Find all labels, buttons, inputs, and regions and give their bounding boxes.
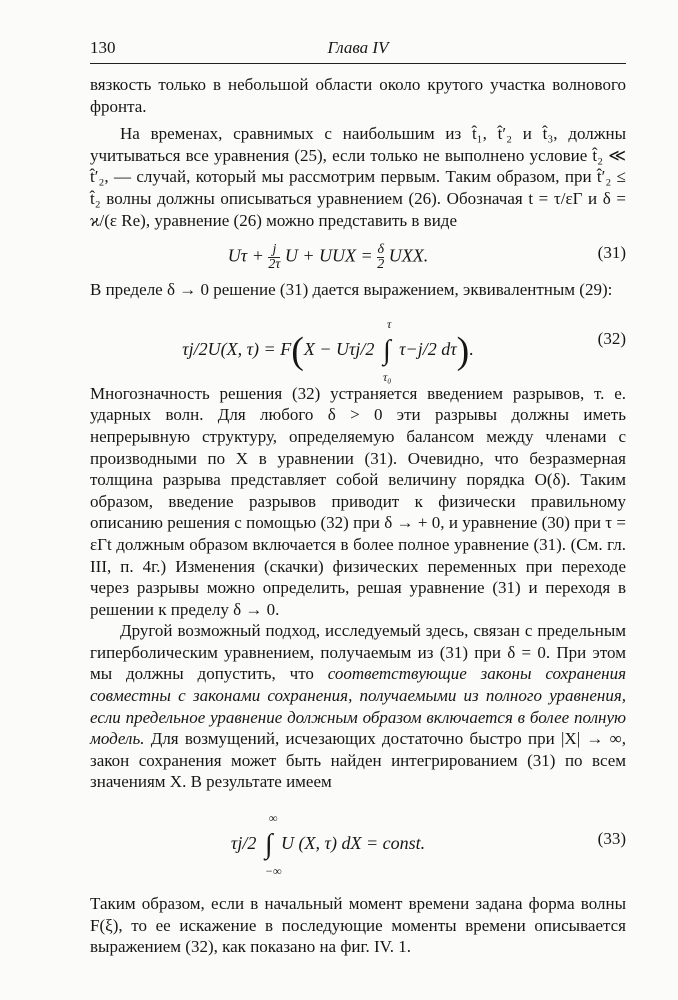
paragraph-2: На временах, сравнимых с наибольшим из t̂₁, t̂′₂ и t̂₃, должны учитываться все уравнения (25), если только не выполнено условие t̂₂ ≪ t̂′₂, — случай, который мы рассмотрим первым. Таким образом, при t̂′₂ ≤ t̂₂ волны должны описываться уравнением (26). Обозначая t = τ/εΓ и δ = ϰ/(ε Re), уравнение (26) можно представить в виде: [90, 124, 626, 230]
eq31-frac1-denominator: 2τ: [268, 257, 281, 273]
eq31-fraction-2: [377, 243, 384, 272]
eq32-integrand: τ−j/2 dτ: [399, 338, 457, 359]
eq31-fraction-1: [268, 243, 280, 272]
eq31-middle: U + UUX =: [284, 245, 378, 266]
equation-32-number: (32): [597, 328, 626, 348]
eq31-frac2-denominator: 2: [377, 257, 385, 273]
running-header: [90, 38, 626, 60]
paragraph-5: [90, 620, 626, 793]
eq33-lhs: τj/2: [230, 833, 257, 854]
paragraph-5-part-a: Другой возможный подход, исследуемый здесь, связан с предельным гиперболическим уравнением, получаемым из (31) при δ = 0. При этом мы должны допустить, что: [90, 621, 626, 684]
eq32-lhs: τj/2U(X, τ) = F: [182, 338, 292, 359]
paragraph-5-italic: соответствующие законы сохранения совместны с законами сохранения, получаемыми из полного уравнения, если предельное уравнение должным образом включается в более полную модель.: [90, 664, 626, 749]
equation-33-expression: [90, 811, 566, 879]
eq31-lhs: Uτ +: [227, 245, 269, 266]
page-body: [90, 74, 626, 958]
eq33-integrand: U (X, τ) dX = const.: [281, 833, 426, 854]
equation-33: [90, 793, 626, 893]
equation-31-expression: [90, 243, 566, 272]
paragraph-6: Таким образом, если в начальный момент времени задана форма волны F(ξ), то ее искажение в последующие моменты времени описывается выражением (32), как показано на фиг. IV. 1.: [90, 894, 626, 957]
equation-31: [90, 231, 626, 279]
eq31-frac2-numerator: δ: [377, 242, 384, 258]
equation-31-number: (31): [597, 243, 626, 263]
equation-32: [90, 301, 626, 383]
eq33-lower-limit: −∞: [264, 864, 282, 879]
eq32-tail: .: [469, 338, 474, 359]
paragraph-5-part-b: Для возмущений, исчезающих достаточно быстро при |X| → ∞, закон сохранения может быть найден интегрированием (31) по всем значениям X. В результате имеем: [90, 729, 626, 792]
eq32-inner: X − Uτj/2: [303, 338, 375, 359]
eq31-rhs: UXX.: [388, 245, 429, 266]
eq32-upper-limit: τ: [386, 316, 392, 331]
eq31-frac1-numerator: j: [272, 242, 277, 258]
eq32-lower-limit: τ₀: [382, 369, 392, 384]
equation-32-expression: [90, 316, 566, 384]
header-rule: [90, 63, 626, 64]
page-number: 130: [90, 38, 116, 57]
eq33-integral: ∫ ∞ −∞: [264, 811, 282, 879]
eq32-integral: ∫ τ τ₀: [382, 316, 392, 384]
equation-33-number: (33): [597, 829, 626, 849]
paragraph-1: вязкость только в небольшой области около крутого участка волнового фронта.: [90, 75, 626, 116]
eq33-upper-limit: ∞: [268, 811, 278, 826]
eq32-left-paren: (: [291, 329, 304, 372]
paragraph-4: Многозначность решения (32) устраняется введением разрывов, т. е. ударных волн. Для любого δ > 0 эти разрывы должны иметь непрерывную структуру, определяемую балансом между членами с производными по X в уравнении (31). Очевидно, что безразмерная толщина разрыва представляет собой величину порядка O(δ). Таким образом, введение разрывов приводит к физически правильному описанию решения с помощью (32) при δ → + 0, и уравнение (30) при τ = εΓt должным образом включается в более полное уравнение (31). (См. гл. III, п. 4г.) Изменения (скачки) физических переменных при переходе через разрывы можно определить, решая уравнение (31) и переходя в решении к пределу δ → 0.: [90, 383, 626, 619]
eq32-right-paren: ): [456, 329, 470, 372]
chapter-title: Глава IV: [327, 38, 389, 57]
paragraph-3: В пределе δ → 0 решение (31) дается выражением, эквивалентным (29):: [90, 280, 613, 300]
